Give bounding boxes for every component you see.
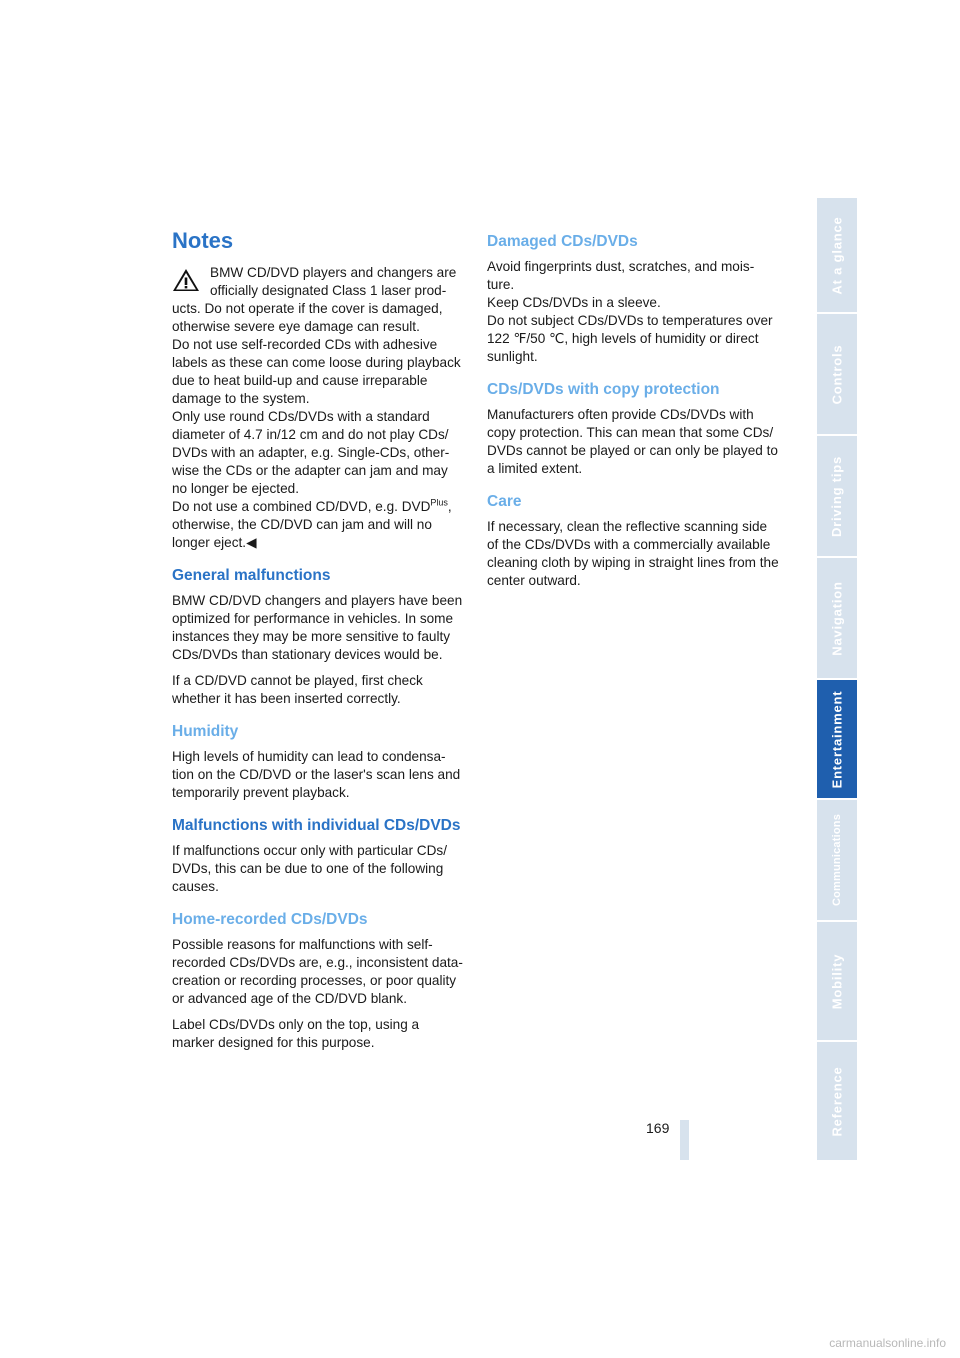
warning-text-rest: ucts. Do not operate if the cover is damaged, otherwise severe eye damage can result. (172, 301, 443, 334)
warning-triangle-icon (172, 268, 200, 292)
warning-combined-disc: Do not use a combined CD/DVD, e.g. $DVD^{Plus}$, otherwise, the CD/DVD can jam and will no longer eject.◀ (172, 497, 452, 550)
page-number: 169 (646, 1120, 670, 1136)
warning-round-discs: Only use round CDs/DVDs with a standard diameter of 4.7 in/12 cm and do not play CDs/ DVDs with an adapter, e.g. Single-CDs, other- wise the CDs or the adapter can jam and may no longer be ejected. (172, 409, 450, 496)
tab-communications[interactable]: Communications (817, 800, 857, 920)
warning-text-first: BMW CD/DVD players and changers are officially designated Class 1 laser prod- (210, 265, 457, 298)
individual-malfunctions-text: If malfunctions occur only with particular CDs/ DVDs, this can be due to one of the following causes. (172, 843, 447, 894)
left-column (172, 228, 464, 1052)
general-malfunctions-heading: General malfunctions (172, 567, 331, 584)
humidity-heading: Humidity (172, 723, 239, 740)
individual-malfunctions-heading: Malfunctions with individual CDs/DVDs (172, 817, 461, 834)
copy-protection-heading: CDs/DVDs with copy protection (487, 381, 720, 398)
damaged-text-3: Do not subject CDs/DVDs to temperatures over 122 ℉/50 ℃, high levels of humidity or direct sunlight. (487, 313, 773, 364)
care-text: If necessary, clean the reflective scanning side of the CDs/DVDs with a commercially available cleaning cloth by wiping in straight lines from the center outward. (487, 519, 779, 588)
tab-reference[interactable]: Reference (817, 1042, 857, 1160)
humidity-text: High levels of humidity can lead to condensa- tion on the CD/DVD or the laser's scan lens and temporarily prevent playback. (172, 749, 461, 800)
tab-controls[interactable]: Controls (817, 314, 857, 434)
page-title: Notes (172, 228, 234, 253)
copy-protection-text: Manufacturers often provide CDs/DVDs with copy protection. This can mean that some CDs/ DVDs cannot be played or can only be played to a limited extent. (487, 407, 778, 476)
laser-warning (172, 264, 464, 552)
warning-adhesive-labels: Do not use self-recorded CDs with adhesive labels as these can come loose during playback due to heat build-up and cause irreparable damage to the system. (172, 337, 461, 406)
tab-at-a-glance[interactable]: At a glance (817, 198, 857, 312)
general-malfunctions-text-2: If a CD/DVD cannot be played, first check whether it has been inserted correctly. (172, 673, 423, 706)
watermark: carmanualsonline.info (829, 1336, 946, 1350)
damaged-text-1: Avoid fingerprints dust, scratches, and mois- ture. (487, 259, 755, 292)
care-heading: Care (487, 493, 522, 510)
right-column (487, 228, 779, 590)
end-mark: ◀ (246, 535, 257, 550)
chapter-sidebar (817, 198, 857, 1162)
tab-driving-tips[interactable]: Driving tips (817, 436, 857, 556)
plus-superscript: Plus (430, 497, 448, 508)
tab-navigation[interactable]: Navigation (817, 558, 857, 678)
home-recorded-text-2: Label CDs/DVDs only on the top, using a marker designed for this purpose. (172, 1017, 420, 1050)
home-recorded-text-1: Possible reasons for malfunctions with self- recorded CDs/DVDs are, e.g., inconsistent data-creation or recording processes, or poor quality or advanced age of the CD/DVD blank. (172, 937, 463, 1006)
damaged-heading: Damaged CDs/DVDs (487, 233, 638, 250)
page-number-bar (680, 1120, 689, 1160)
general-malfunctions-text-1: BMW CD/DVD changers and players have been optimized for performance in vehicles. In some instances they may be more sensitive to faulty CDs/DVDs than stationary devices would be. (172, 593, 463, 662)
damaged-text-2: Keep CDs/DVDs in a sleeve. (487, 295, 661, 310)
home-recorded-heading: Home-recorded CDs/DVDs (172, 911, 368, 928)
tab-entertainment[interactable]: Entertainment (817, 680, 857, 798)
tab-mobility[interactable]: Mobility (817, 922, 857, 1040)
